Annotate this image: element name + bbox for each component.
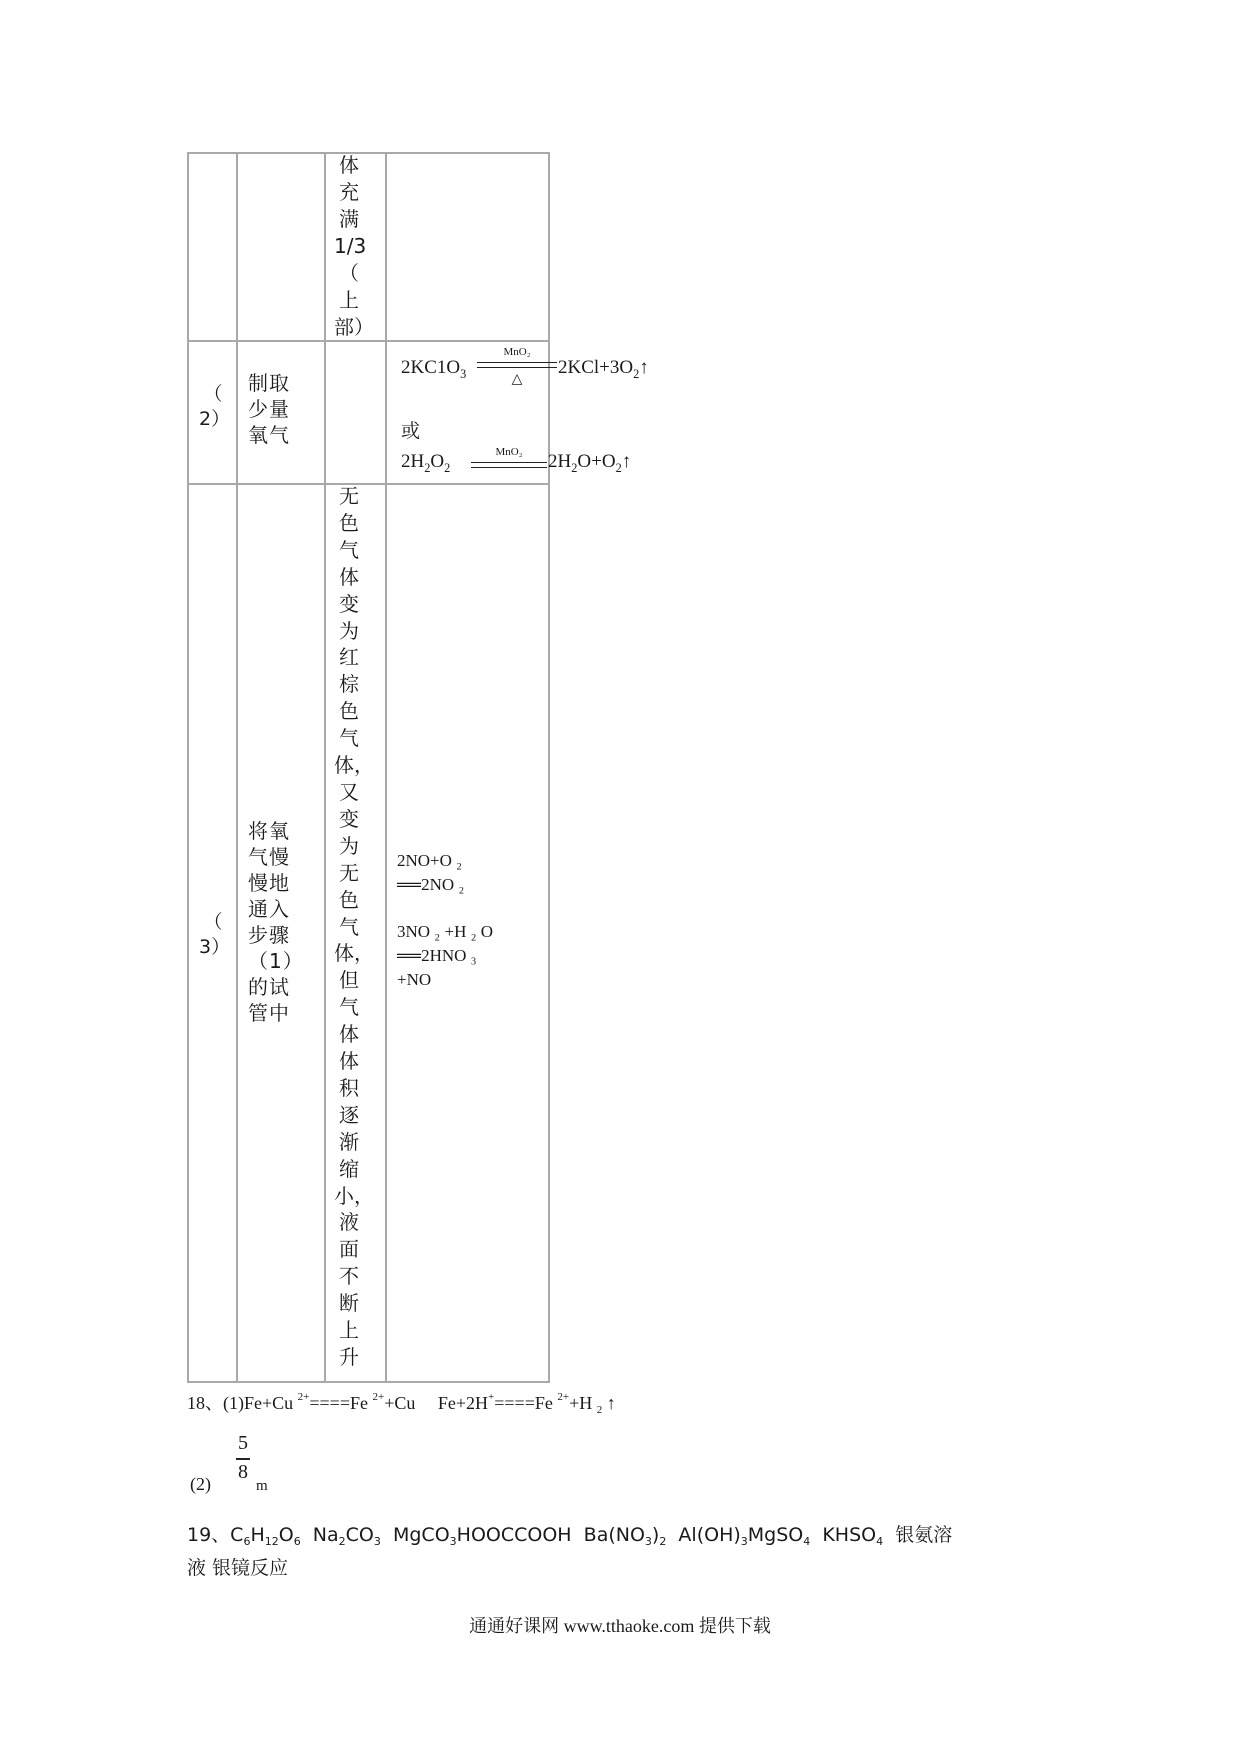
formula-subscript: 3 — [740, 1535, 748, 1548]
fraction-denominator: 8 — [238, 1461, 248, 1483]
fraction-unit: m — [256, 1478, 268, 1494]
formula-subscript: 4 — [803, 1535, 811, 1548]
table-border-bottom — [187, 1381, 550, 1383]
formula-text: ) — [651, 1524, 660, 1546]
formula-text: MgSO — [747, 1524, 804, 1546]
formula-text: MgCO — [380, 1524, 450, 1546]
table-border-right — [548, 152, 550, 1383]
table-col-divider — [385, 152, 387, 1383]
row1-observation: 体 充 满 1/3 （ 上 部） — [334, 153, 374, 339]
table-col-divider — [236, 152, 238, 1383]
formula-text: KHSO — [810, 1524, 877, 1546]
fraction-bar — [236, 1458, 250, 1460]
row3-observation: 无 色 气 体 变 为 红 棕 色 气 体， 又 变 为 无 色 气 体， 但 气 体 体 积 逐 渐 缩 小， 液 面 不 断 上 升 — [334, 484, 374, 1369]
q19-line2: 液 银镜反应 — [187, 1557, 289, 1579]
formula-subscript: 4 — [876, 1535, 884, 1548]
formula-text: Al(OH) — [666, 1524, 741, 1546]
catalyst-label: MnO₂ — [503, 346, 531, 358]
formula-subscript: 2 — [338, 1535, 346, 1548]
formula-text: H — [250, 1524, 265, 1546]
footer-text: 通通好课网 www.tthaoke.com 提供下载 — [469, 1616, 771, 1636]
row2-step: （ 2） — [199, 383, 231, 430]
q19-line1 — [187, 1520, 952, 1548]
q18-part1: 18、(1)Fe+Cu $^{2+}$====Fe $^{2+}$+Cu Fe+2H+====Fe $^{2+}$+H $_2$ ↑ — [187, 1391, 616, 1416]
equals-sign — [477, 362, 557, 368]
experiment-table: 体 充 满 1/3 （ 上 部） （ 2） 制取 少量 氧气 $2KC1O_3$ MnO₂ △ $2KCl+3O_2↑$ 或 $2H_2O_2$ MnO₂ $2H_2O+O_2↑$ （ 3） 将氧 气慢 慢地 通入 步骤 （1） 的试 管中 无 色 气 体 变 为 红 棕 色 气 体， 又 变 为 无 色 气 体， 但 气 体 体 积 逐 渐 缩 小， 液 面 不 断 上 升 2NO+O ₂ ══2NO ₂ 3NO ₂ +H ₂ O ══2HNO ₃ +NO — [187, 152, 550, 1383]
formula-text: O — [278, 1524, 294, 1546]
formula-subscript: 12 — [264, 1535, 279, 1548]
table-border-top — [187, 152, 550, 154]
or-text: 或 — [401, 420, 421, 442]
row3-step: （ 3） — [199, 911, 231, 958]
table-border-left — [187, 152, 189, 1383]
formula-text: 19、C — [187, 1524, 244, 1546]
formula-subscript: 6 — [293, 1535, 301, 1548]
formula-subscript: 3 — [373, 1535, 381, 1548]
table-row-divider — [187, 340, 550, 342]
heat-symbol: △ — [511, 372, 523, 387]
catalyst-label: MnO₂ — [495, 446, 523, 458]
formula-text: HOOCCOOH Ba(NO — [456, 1524, 645, 1546]
equals-sign — [471, 462, 547, 468]
table-col-divider — [324, 152, 326, 1383]
formula-text: 银氨溶 — [883, 1524, 953, 1546]
row3-operation: 将氧 气慢 慢地 通入 步骤 （1） 的试 管中 — [248, 819, 304, 1025]
formula-subscript: 3 — [449, 1535, 457, 1548]
formula-text: CO — [345, 1524, 374, 1546]
row2-operation: 制取 少量 氧气 — [248, 371, 290, 447]
formula-subscript: 6 — [243, 1535, 251, 1548]
formula-subscript: 3 — [644, 1535, 652, 1548]
formula-subscript: 2 — [659, 1535, 667, 1548]
fraction-numerator: 5 — [238, 1432, 248, 1454]
table-row-divider — [187, 483, 550, 485]
formula-text: Na — [300, 1524, 339, 1546]
